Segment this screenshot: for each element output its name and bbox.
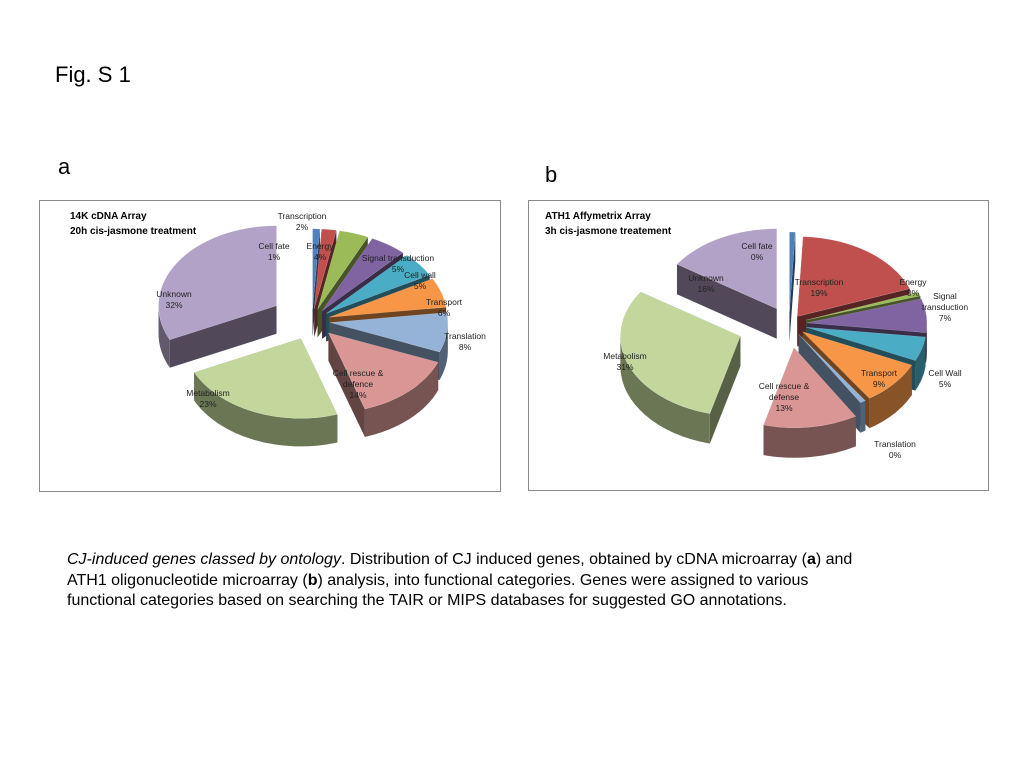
- panel-letter-a: a: [58, 154, 71, 179]
- chartb-label-energy: Energy 0%: [899, 277, 927, 298]
- chartb-subtitle: 3h cis-jasmone treatement: [545, 226, 672, 237]
- charta-label-transcription: Transcription 2%: [277, 211, 327, 232]
- chartb-slice-metabolism: [620, 292, 740, 444]
- charta-label-cell-fate: Cell fate 1%: [258, 241, 290, 262]
- charta-label-unknown: Unknown 32%: [156, 289, 192, 310]
- panel-letter-b: b: [545, 162, 558, 187]
- chartb-label-cell-fate: Cell fate 0%: [741, 241, 773, 262]
- chartb-label-signal-transduction: Signal transduction 7%: [921, 291, 969, 323]
- charta-label-metabolism: Metabolism 23%: [186, 388, 230, 409]
- caption-text-2: ) and ATH1 oligonucleotide microarray (: [67, 551, 853, 589]
- chartb-slice-cell-fate: [789, 232, 795, 342]
- figure-title: Fig. S 1: [55, 62, 131, 87]
- pie-chart-a: [40, 201, 500, 491]
- charta-label-translation: Translation 8%: [444, 331, 486, 352]
- pie-chart-panel-b: [528, 200, 989, 491]
- charta-label-transport: Transport 6%: [425, 297, 463, 318]
- caption-ref-b: b: [307, 571, 318, 589]
- chartb-title: ATH1 Affymetrix Array: [545, 211, 651, 222]
- caption-ref-a: a: [806, 551, 816, 568]
- chartb-label-transcription: Transcription 19%: [794, 277, 844, 298]
- caption-text-1: . Distribution of CJ induced genes, obtained by cDNA microarray (: [340, 551, 807, 568]
- charta-title: 14K cDNA Array: [70, 211, 147, 222]
- charta-label-cell-rescue-and-defence: Cell rescue & defence 14%: [332, 368, 384, 400]
- charta-subtitle: 20h cis-jasmone treatment: [70, 226, 197, 237]
- charta-label-cell-wall: Cell wall 5%: [404, 270, 436, 291]
- chartb-label-cell-rescue-and-defense: Cell rescue & defense 13%: [758, 381, 810, 413]
- charta-label-signal-transduction: Signal transduction 5%: [361, 253, 435, 274]
- caption-text-3: ) analysis, into functional categories. Genes were assigned to various functional categories based on searching the TAIR or MIPS databases for suggested GO annotations.: [67, 571, 809, 609]
- pie-chart-b: [529, 201, 988, 490]
- chartb-label-cell-wall: Cell Wall 5%: [928, 368, 962, 389]
- charta-label-energy: Energy 4%: [306, 241, 334, 262]
- chartb-label-metabolism: Metabolism 31%: [603, 351, 647, 372]
- caption-lead: CJ-induced genes classed by ontology: [67, 551, 341, 568]
- figure-caption: [67, 550, 867, 612]
- chartb-label-translation: Translation 0%: [874, 439, 916, 460]
- chartb-label-unknown: Unknown 16%: [688, 273, 724, 294]
- pie-chart-panel-a: [39, 200, 501, 492]
- chartb-label-transport: Transport 9%: [860, 368, 898, 389]
